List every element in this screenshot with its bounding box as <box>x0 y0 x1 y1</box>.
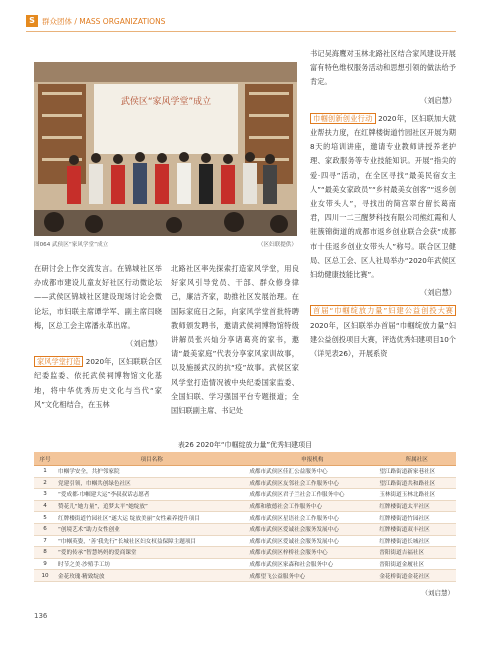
table-row <box>34 570 456 582</box>
section-title: 群众团体 / MASS ORGANIZATIONS <box>42 16 166 26</box>
table-cell: 红牌楼街道竹园社区 <box>377 512 456 524</box>
table-cell: 7 <box>34 535 56 547</box>
table-cell: 晋阳街道吉福社区 <box>377 547 456 559</box>
paragraph: 在研讨会上作交流发言。在锦城社区举办成都市建设儿童友好社区行动微论坛——武侯区锦城社区建设现场讨论会微论坛，市妇联主席谭学军、副主席闫晓梅，区总工会主席潘永革出席。 <box>34 264 162 330</box>
author-signature: （刘启慧） <box>421 589 454 597</box>
table-cell: 时节之美·沙殖手工坊 <box>56 558 247 570</box>
table-row <box>34 466 456 478</box>
table-cell: 2 <box>34 477 56 489</box>
table-cell: 9 <box>34 558 56 570</box>
column-header: 项目名称 <box>56 452 247 466</box>
table-cell: 3 <box>34 489 56 501</box>
table-cell: 红牌楼街道长城社区 <box>377 535 456 547</box>
table-cell: 8 <box>34 547 56 559</box>
author-signature: （刘启慧） <box>420 288 456 298</box>
section-heading: 首届“巾帼绽放力量”妇建公益创投大赛 <box>310 305 456 316</box>
paragraph <box>34 355 162 412</box>
table-header-row <box>34 452 456 466</box>
table-cell: 成都和敏德社会工作服务中心 <box>247 500 377 512</box>
header-divider <box>26 31 456 32</box>
projects-table <box>34 452 456 582</box>
table-row <box>34 512 456 524</box>
paragraph: 北路社区率先探索打造家风学堂，用良好家风引导党员、干部、群众修身律己，廉洁齐家，助推社区发展治理。在国际家庭日之际，向家风学堂首批特聘教师颁发聘书，邀请武侯祠博物馆特级讲解员张兴灿分享诸葛亮的家书，邀请“最美家庭”代表分享家风家训故事，以及施援武汉的抗“疫”故事。武侯区家风学堂打造情况被中央纪委国家监委、全国妇联、学习强国平台专题报道；全国妇联副主席、书记处 <box>171 264 299 416</box>
column-middle <box>171 262 299 418</box>
table-cell: 10 <box>34 570 56 582</box>
section-heading: 家风学堂打造 <box>34 356 83 367</box>
table-cell: 1 <box>34 466 56 478</box>
table-cell: 玉林街道玉林北路社区 <box>377 489 456 501</box>
table-cell: 党建引领，巾帼共创绿色社区 <box>56 477 247 489</box>
table-cell: 成都市武侯区星语社会工作服务中心 <box>247 512 377 524</box>
author-signature: （刘启慧） <box>126 339 162 349</box>
paragraph-text: 2020年，区妇联联合区纪委监委、依托武侯祠博物馆文化基地，将中华优秀历史文化与当代“家风”文化相结合，在玉林 <box>34 357 162 409</box>
table-row <box>34 523 456 535</box>
paragraph <box>310 112 456 282</box>
section-logo-icon: S <box>26 15 38 27</box>
table-cell: 红牌楼街道太平社区 <box>377 500 456 512</box>
table-cell: 金花桥街道金花社区 <box>377 570 456 582</box>
paragraph-text: 2020年，区妇联加大就业帮扶力度，在红牌楼街道竹园社区开展为期8天的培训讲座，邀请专业教师讲授养老护理、家政服务等专业技能知识。开展“指尖的爱·四寻”活动，在全区寻找“最美民宿女主人”“最美女家政员”“乡村最美女创客”“返乡创业女带头人”，寻找出的简宫翠台留长葛南君，四川一二三醒梦科技有限公司熊红霞和人驻簇锦街道的成都市返乡创业联合会获“成都市十佳返乡创业女带头人”称号。联合区卫健局、区总工会、区人社局举办“2020年武侯区妇幼健康技能比赛”。 <box>310 113 456 280</box>
table-cell: “爱成都·巾帼建大运”李叔叔话志愿者 <box>56 489 247 501</box>
table-cell: 赞花儿“她力量”，追梦太平“她绽放” <box>56 500 247 512</box>
table-title: 表26 2020年“巾帼绽放力量”优秀妇建项目 <box>177 441 313 449</box>
photo-caption <box>34 240 297 252</box>
table-cell: 金花玫瑰·精致绽放 <box>56 570 247 582</box>
caption-credit: （区妇联提供） <box>257 242 297 248</box>
table-cell: 望江路街道新家巷社区 <box>377 466 456 478</box>
table-cell: 晋阳街道金履社区 <box>377 558 456 570</box>
author-signature: （刘启慧） <box>420 95 456 105</box>
page-number: 136 <box>34 612 48 620</box>
column-left <box>34 262 162 412</box>
table-cell: “创境艺术”助力女性创业 <box>56 523 247 535</box>
table-cell: 成都望飞公益服务中心 <box>247 570 377 582</box>
table-cell: 6 <box>34 523 56 535</box>
paragraph-text: 2020年，区妇联举办首届“巾帼绽放力量”妇建公益创投项目大赛，评选优秀妇建项目10个（详见表26），开展系资 <box>310 320 456 359</box>
table-cell: 望江路街道共和路社区 <box>377 477 456 489</box>
table-cell: “巾帼英姿，‘善’我先行”长城社区妇女权益保障主题项目 <box>56 535 247 547</box>
table-cell: 成都市武侯区梓桥社会服务中心 <box>247 547 377 559</box>
page-header <box>26 14 165 28</box>
table-cell: 巾帼学安全，共护邻家院 <box>56 466 247 478</box>
table-cell: 红牌楼街道竹园社区“遂大运 绽放美丽”女性素养提升项目 <box>56 512 247 524</box>
paragraph <box>310 304 456 361</box>
table-row <box>34 535 456 547</box>
section-heading: 巾帼创新创业行动 <box>310 113 376 124</box>
table-cell: 成都市武侯区爱诚社会服务发展中心 <box>247 523 377 535</box>
banner-text: 武侯区“家风学堂”成立 <box>120 97 212 107</box>
table-cell: 4 <box>34 500 56 512</box>
column-header: 所属社区 <box>377 452 456 466</box>
table-row <box>34 477 456 489</box>
table-row <box>34 500 456 512</box>
table-cell: 红牌楼街道双丰社区 <box>377 523 456 535</box>
column-header: 申报机构 <box>247 452 377 466</box>
table-cell: 成都市武侯区家森和社会服务中心 <box>247 558 377 570</box>
table-cell: 5 <box>34 512 56 524</box>
column-header: 序号 <box>34 452 56 466</box>
table-cell: 成都市武侯区佳汇公益服务中心 <box>247 466 377 478</box>
table-row <box>34 489 456 501</box>
table-cell: 成都市武侯区爱诚社会服务发展中心 <box>247 535 377 547</box>
table-cell: 成都市武侯区君子兰社会工作服务中心 <box>247 489 377 501</box>
column-right <box>310 47 456 361</box>
paragraph: 书记吴海鹰对玉林北路社区结合家风建设开展富有特色维权服务活动和思想引领的做法给予肯定。 <box>310 49 456 87</box>
table-row <box>34 547 456 559</box>
table-cell: 成都市武侯区友邻社会工作服务中心 <box>247 477 377 489</box>
table-row <box>34 558 456 570</box>
table-cell: “爱的传承”智慧妈妈的爱商课堂 <box>56 547 247 559</box>
event-photo <box>34 62 297 236</box>
caption-text: 图064 武侯区“家风学堂”成立 <box>34 242 109 248</box>
